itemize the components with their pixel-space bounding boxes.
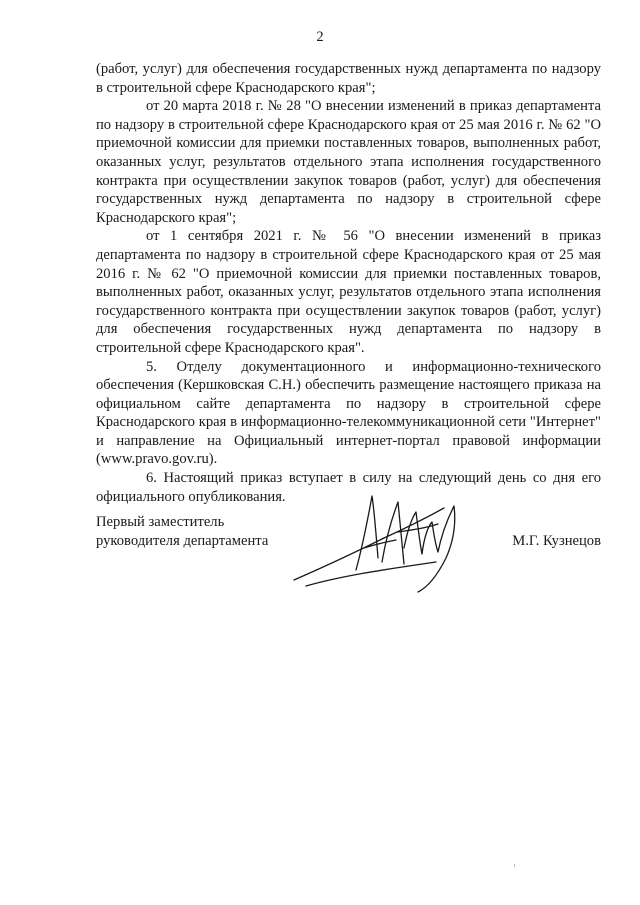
page-number: 2	[316, 29, 324, 45]
paragraph-item-6: 6. Настоящий приказ вступает в силу на следующий день со дня его официального опубликования.	[96, 470, 601, 505]
paragraph-order-2021: от 1 сентября 2021 г. № 56 "О внесении изменений в приказ департамента по надзору в строительной сфере Краснодарского края от 25 мая 2016 г. № 62 "О приемочной комиссии для приемки поставленных товаров, выполненных работ, оказанных услуг, результатов отдельного этапа исполнения государственного контракта при осуществлении закупок товаров (работ, услуг) для обеспечения государственных нужд департамента по надзору в строительной сфере Краснодарского края".	[96, 228, 601, 356]
signature-block	[96, 513, 601, 603]
signatory-title-line2: руководителя департамента	[96, 532, 269, 549]
handwritten-signature	[286, 488, 476, 598]
paragraph-order-2018: от 20 марта 2018 г. № 28 "О внесении изменений в приказ департамента по надзору в строительной сфере Краснодарского края от 25 мая 2016 г. № 62 "О приемочной комиссии для приемки поставленных товаров, выполненных работ, оказанных услуг, результатов отдельного этапа исполнения государственного контракта при осуществлении закупок товаров (работ, услуг) для обеспечения государственных нужд департамента по надзору в строительной сфере Краснодарского края";	[96, 98, 601, 226]
signatory-title	[96, 513, 268, 550]
document-body	[96, 60, 601, 506]
scan-speck	[514, 864, 515, 867]
paragraph-continuation: (работ, услуг) для обеспечения государственных нужд департамента по надзору в строительной сфере Краснодарского края";	[96, 61, 601, 96]
signatory-name: М.Г. Кузнецов	[512, 533, 601, 549]
paragraph-item-5: 5. Отделу документационного и информационно-технического обеспечения (Кершковская С.Н.) обеспечить размещение настоящего приказа на официальном сайте департамента по надзору в строительной сфере Краснодарского края в информационно-телекоммуникационной сети "Интернет" и направление на Официальный интернет-портал правовой информации (www.pravo.gov.ru).	[96, 358, 601, 468]
signatory-title-line1: Первый заместитель	[96, 514, 225, 530]
